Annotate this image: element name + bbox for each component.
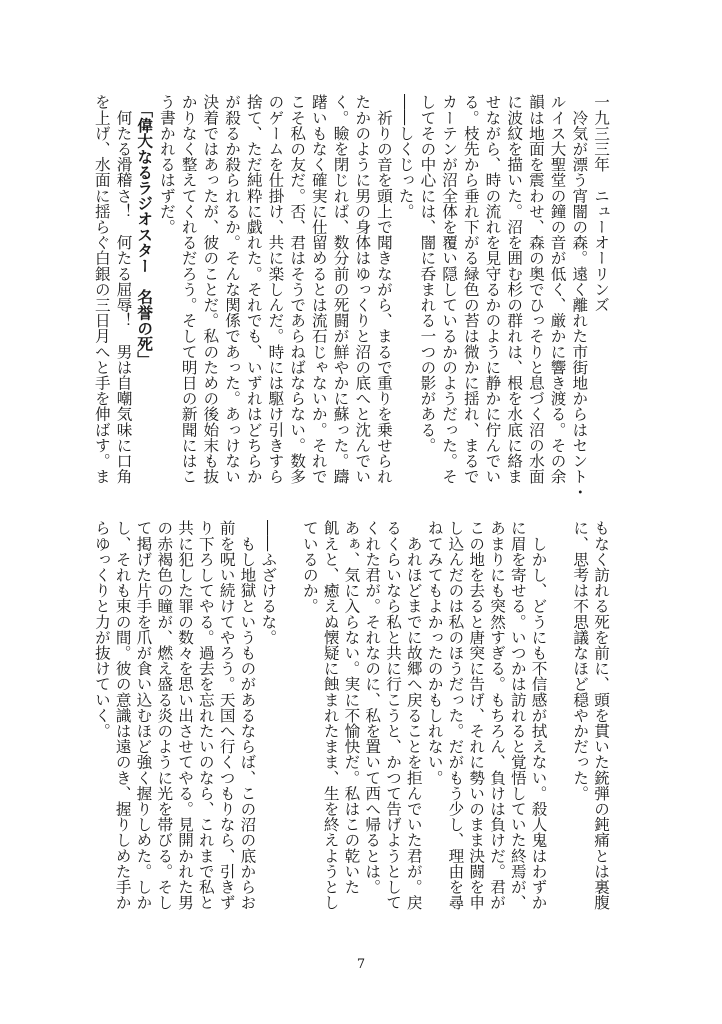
text-column: る。枝先から垂れ下がる緑色の苔は微かに揺れ、まるで [461, 94, 480, 484]
text-column: く。瞼を閉じれば、数分前の死闘が鮮やかに蘇った。躊 [331, 94, 350, 484]
text-column: し、それも束の間。彼の意識は遠のき、握りしめた手か [113, 520, 132, 910]
text-column: ねてみてもよかったのかもしれない。 [425, 520, 444, 786]
text-column: 躇いもなく確実に仕留めるとは流石じゃないか。それで [309, 94, 328, 484]
text-column: くれた君が。それなのに、私を置いて西へ帰るとは。 [363, 520, 382, 895]
text-column: のゲームを仕掛け、共に楽しんだ。時には駆け引きすら [266, 94, 285, 484]
top-text-block [90, 94, 611, 504]
text-column: 冷気が漂う宵闇の森。遠く離れた市街地からはセント・ [570, 94, 589, 500]
text-column: あまりにも突然すぎる。もちろん、負けは負けだ。君が [488, 520, 507, 910]
text-column: ているのか。 [300, 520, 319, 614]
text-column: るくらいなら私と共に行こうと、かつて告げようとして [384, 520, 403, 910]
text-column: あぁ、気に入らない。実に不愉快だ。私はこの乾いた [342, 520, 361, 895]
text-column: 一九三三年 ニューオーリンズ [592, 94, 610, 313]
text-column: 捨て、ただ純粋に戯れた。それでも、いずれはどちらか [244, 94, 263, 484]
text-column: たかのように男の身体はゆっくりと沼の底へと沈んでい [353, 94, 372, 484]
text-column: の赤褐色の瞳が、燃え盛る炎のように光を帯びる。そし [155, 520, 174, 910]
text-column: に、思考は不思議なほど穏やかだった。 [571, 520, 590, 801]
text-column: 何たる滑稽さ！ 何たる屈辱！ 男は自嘲気味に口角 [114, 94, 133, 484]
text-column: しかし、どうにも不信感が拭えない。殺人鬼はわずか [529, 520, 548, 910]
text-column: に眉を寄せる。いつかは訪れると覚悟していた終焉が、 [508, 520, 527, 910]
text-column: り下ろしてやる。過去を忘れたいのなら、これまで私と [196, 520, 215, 910]
text-column: 前を呪い続けてやろう。天国へ行くつもりなら、引きず [217, 520, 236, 910]
text-column [549, 520, 570, 936]
text-column: あれほどまでに故郷へ戻ることを拒んでいた君が。戻 [404, 520, 423, 910]
text-column: て掲げた片手を爪が食い込むほど強く握りしめた。しか [134, 520, 153, 910]
text-column: し込んだのは私のほうだった。だがもう少し、理由を尋 [446, 520, 465, 910]
text-column: もし地獄というものがあるならば、この沼の底からお [238, 520, 257, 910]
bottom-text-block [91, 520, 611, 936]
text-column: この地を去ると唐突に告げ、それに勢いのまま決闘を申 [467, 520, 486, 910]
text-column: が殺るか殺られるか。そんな関係であった。あっけない [223, 94, 242, 484]
headline-quote: 「偉大なるラジオスター 名誉の死」 [135, 94, 155, 367]
text-column: ――ふざけるな。 [259, 520, 278, 645]
text-column: らゆっくりと力が抜けていく。 [92, 520, 111, 739]
text-column: 祈りの音を頭上で聞きながら、まるで重りを乗せられ [374, 94, 393, 484]
text-column [278, 520, 299, 936]
text-column: 飢えと、癒えぬ懐疑に蝕まれたまま、生を終えようとし [321, 520, 340, 910]
text-column: 韻は地面を震わせ、森の奥でひっそりと息づく沼の水面 [526, 94, 545, 484]
text-column: カーテンが沼全体を覆い隠しているかのようだった。そ [440, 94, 459, 484]
page-number: 7 [356, 957, 366, 972]
text-column: かりなく整えてくれるだろう。そして明日の新聞にはこ [179, 94, 198, 484]
text-column: 共に犯した罪の数々を思い出させてやる。見開かれた男 [176, 520, 195, 910]
text-column: せながら、時の流れを見守るかのように静かに佇んでい [483, 94, 502, 484]
text-column: してその中心には、闇に呑まれる一つの影がある。 [418, 94, 437, 453]
text-column: 決着ではあったが、彼のことだ。私のための後始末も抜 [201, 94, 220, 484]
text-column: もなく訪れる死を前に、頭を貫いた銃弾の鈍痛とは裏腹 [592, 520, 610, 910]
text-column: を上げ、水面に揺らぐ白銀の三日月へと手を伸ばす。ま [92, 94, 111, 484]
text-column: ――しくじった。 [396, 94, 415, 219]
text-column: に波紋を描いた。沼を囲む杉の群れは、根を水底に絡ま [505, 94, 524, 484]
text-column: う書かれるはずだ。 [157, 94, 176, 235]
text-column: こそ私の友だ。否、君はそうであらねばならない。数多 [288, 94, 307, 484]
text-column: ルイス大聖堂の鐘の音が低く、厳かに響き渡る。その余 [548, 94, 567, 484]
